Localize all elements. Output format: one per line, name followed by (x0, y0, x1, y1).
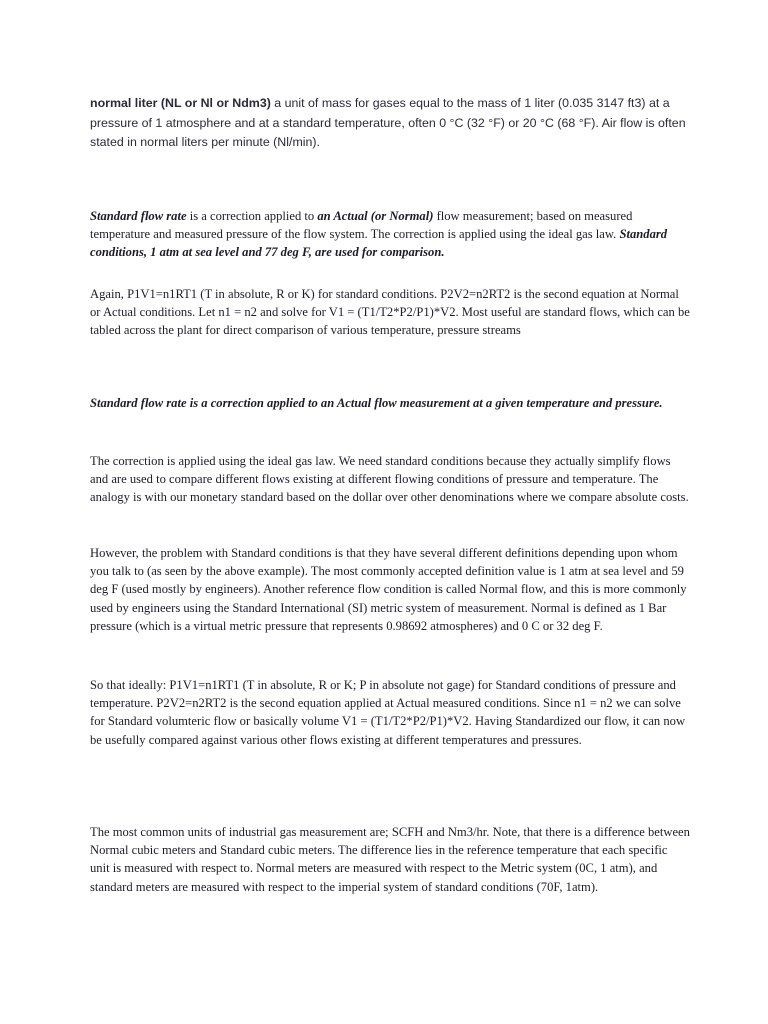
paragraph-standard-conditions-definitions: However, the problem with Standard conditions is that they have several different definitions depending upon whom you talk to (as seen by the above example). The most commonly accepted definition value is 1 atm at sea level and 59 deg F (used mostly by engineers). Another reference flow condition is called Normal flow, and this is more commonly used by engineers using the Standard International (SI) metric system of measurement. Normal is defined as 1 Bar pressure (which is a virtual metric pressure that represents 0.98692 atmospheres) and 0 C or 32 deg F. (90, 546, 687, 633)
term-standard-flow-rate: Standard flow rate (90, 209, 187, 223)
emphasis-actual-normal: an Actual (or Normal) (317, 209, 434, 223)
paragraph-standard-flow-rate (90, 207, 690, 262)
paragraph-text: is a correction applied to (186, 209, 318, 223)
paragraph-ideal-equations-summary: So that ideally: P1V1=n1RT1 (T in absolute, R or K; P in absolute not gage) for Standard conditions of pressure and temperature. P2V2=n2RT2 is the second equation applied at Actual measured conditions. Since n1 = n2 we can solve for Standard volumteric flow or basically volume V1 = (T1/T2*P2/P1)*V2. Having Standardized our flow, it can now be usefully compared against various other flows existing at different temperatures and pressures. (90, 678, 686, 747)
paragraph-text: flow measurement; based on measured temperature and measured pressure of the flow system. The correction is applied using the ideal gas law. (90, 209, 633, 242)
emphasis-standard-conditions: Standard conditions, 1 atm at sea level and 77 deg F, are used for comparison. (90, 227, 668, 260)
paragraph-normal-liter (90, 94, 690, 153)
paragraph-units-of-measurement: The most common units of industrial gas measurement are; SCFH and Nm3/hr. Note, that there is a difference between Normal cubic meters and Standard cubic meters. The difference lies in the reference temperature that each specific unit is measured with respect to. Normal meters are measured with respect to the Metric system (0C, 1 atm), and standard meters are measured with respect to the imperial system of standard conditions (70F, 1atm). (90, 825, 690, 894)
paragraph-definition-emphasis: Standard flow rate is a correction applied to an Actual flow measurement at a given temperature and pressure. (90, 396, 663, 410)
paragraph-correction-explanation: The correction is applied using the ideal gas law. We need standard conditions because they actually simplify flows and are used to compare different flows existing at different flowing conditions of pressure and temperature. The analogy is with our monetary standard based on the dollar over other denominations where we compare absolute costs. (90, 454, 689, 505)
paragraph-ideal-gas-equations: Again, P1V1=n1RT1 (T in absolute, R or K) for standard conditions. P2V2=n2RT2 is the second equation at Normal or Actual conditions. Let n1 = n2 and solve for V1 = (T1/T2*P2/P1)*V2. Most useful are standard flows, which can be tabled across the plant for direct comparison of various temperature, pressure streams (90, 287, 690, 338)
definition-text: a unit of mass for gases equal to the mass of 1 liter (0.035 3147 ft3) at a pressure of 1 atmosphere and at a standard temperature, often 0 °C (32 °F) or 20 °C (68 °F). Air flow is often stated in normal liters per minute (Nl/min). (90, 96, 686, 150)
term-normal-liter: normal liter (NL or Nl or Ndm3) (90, 96, 271, 110)
